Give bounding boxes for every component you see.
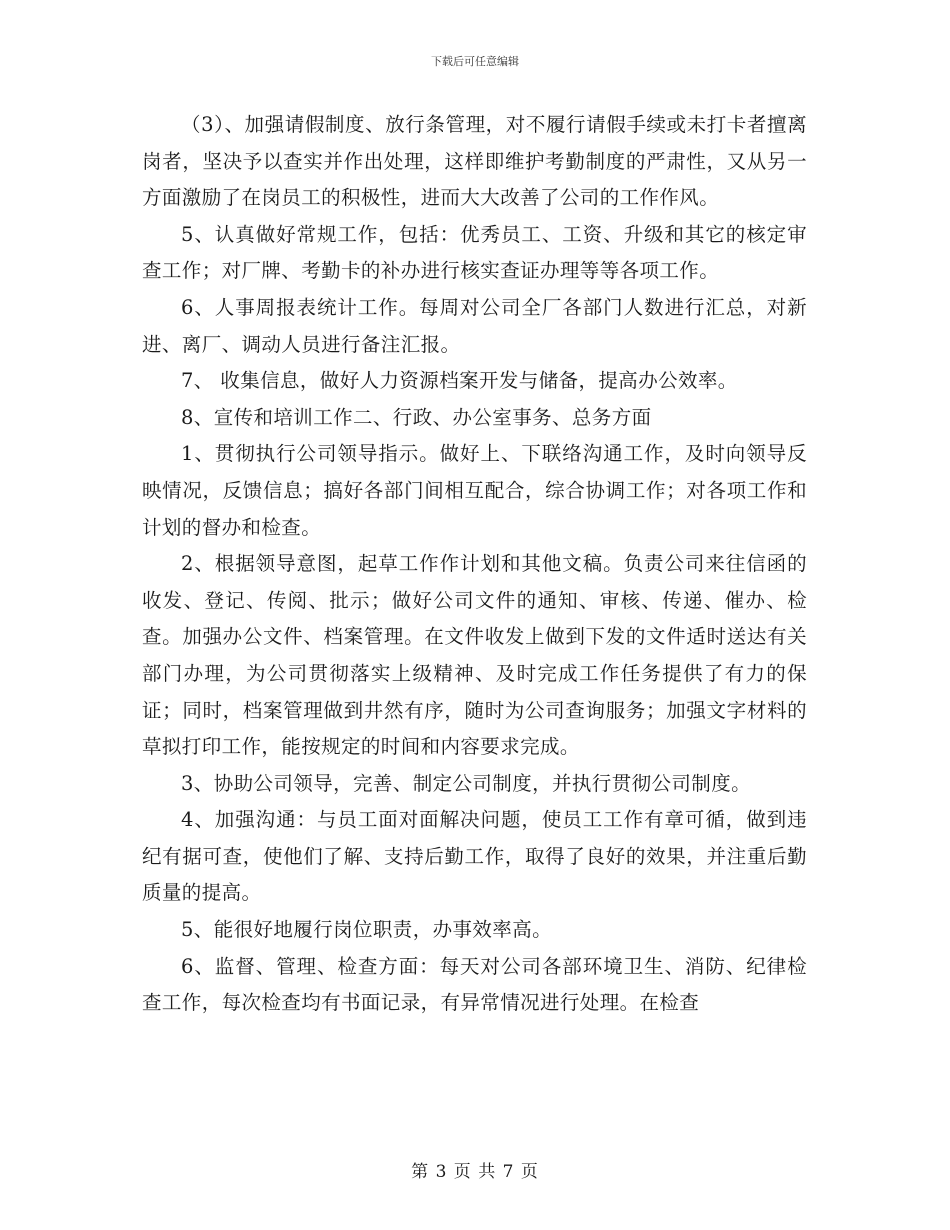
paragraph: 7、 收集信息，做好人力资源档案开发与储备，提高办公效率。 — [181, 369, 738, 393]
page-number-footer: 第 3 页 共 7 页 — [411, 1162, 539, 1182]
paragraph: 4、加强沟通：与员工面对面解决问题，使员工工作有章可循，做到违纪有据可查，使他们了解、支持后勤工作，取得了良好的效果，并注重后勤质量的提高。 — [142, 808, 807, 905]
page-header: 下载后可任意编辑 — [431, 55, 519, 68]
paragraph: 6、监督、管理、检查方面：每天对公司各部环境卫生、消防、纪律检查工作，每次检查均有书面记录，有异常情况进行处理。在检查 — [142, 954, 807, 1015]
paragraph: 3、协助公司领导，完善、制定公司制度，并执行贯彻公司制度。 — [181, 771, 752, 795]
paragraph: 1、贯彻执行公司领导指示。做好上、下联络沟通工作，及时向领导反映情况，反馈信息；搞好各部门间相互配合，综合协调工作；对各项工作和计划的督办和检查。 — [142, 442, 807, 539]
paragraph: 5、认真做好常规工作，包括：优秀员工、工资、升级和其它的核定审查工作；对厂牌、考勤卡的补办进行核实查证办理等等各项工作。 — [142, 222, 807, 283]
paragraph: 8、宣传和培训工作二、行政、办公室事务、总务方面 — [181, 405, 652, 429]
paragraph: （3）、加强请假制度、放行条管理，对不履行请假手续或未打卡者擅离岗者，坚决予以查实并作出处理，这样即维护考勤制度的严肃性，又从另一方面激励了在岗员工的积极性，进而大大改善了公司的工作作风。 — [142, 113, 807, 210]
paragraph: 2、根据领导意图，起草工作作计划和其他文稿。负责公司来往信函的收发、登记、传阅、批示；做好公司文件的通知、审核、传递、催办、检查。加强办公文件、档案管理。在文件收发上做到下发的文件适时送达有关部门办理，为公司贯彻落实上级精神、及时完成工作任务提供了有力的保证；同时，档案管理做到井然有序，随时为公司查询服务；加强文字材料的草拟打印工作，能按规定的时间和内容要求完成。 — [142, 552, 807, 759]
paragraph: 6、人事周报表统计工作。每周对公司全厂各部门人数进行汇总，对新进、离厂、调动人员进行备注汇报。 — [142, 295, 807, 356]
paragraph: 5、能很好地履行岗位职责，办事效率高。 — [181, 918, 553, 942]
document-body — [142, 107, 807, 1022]
